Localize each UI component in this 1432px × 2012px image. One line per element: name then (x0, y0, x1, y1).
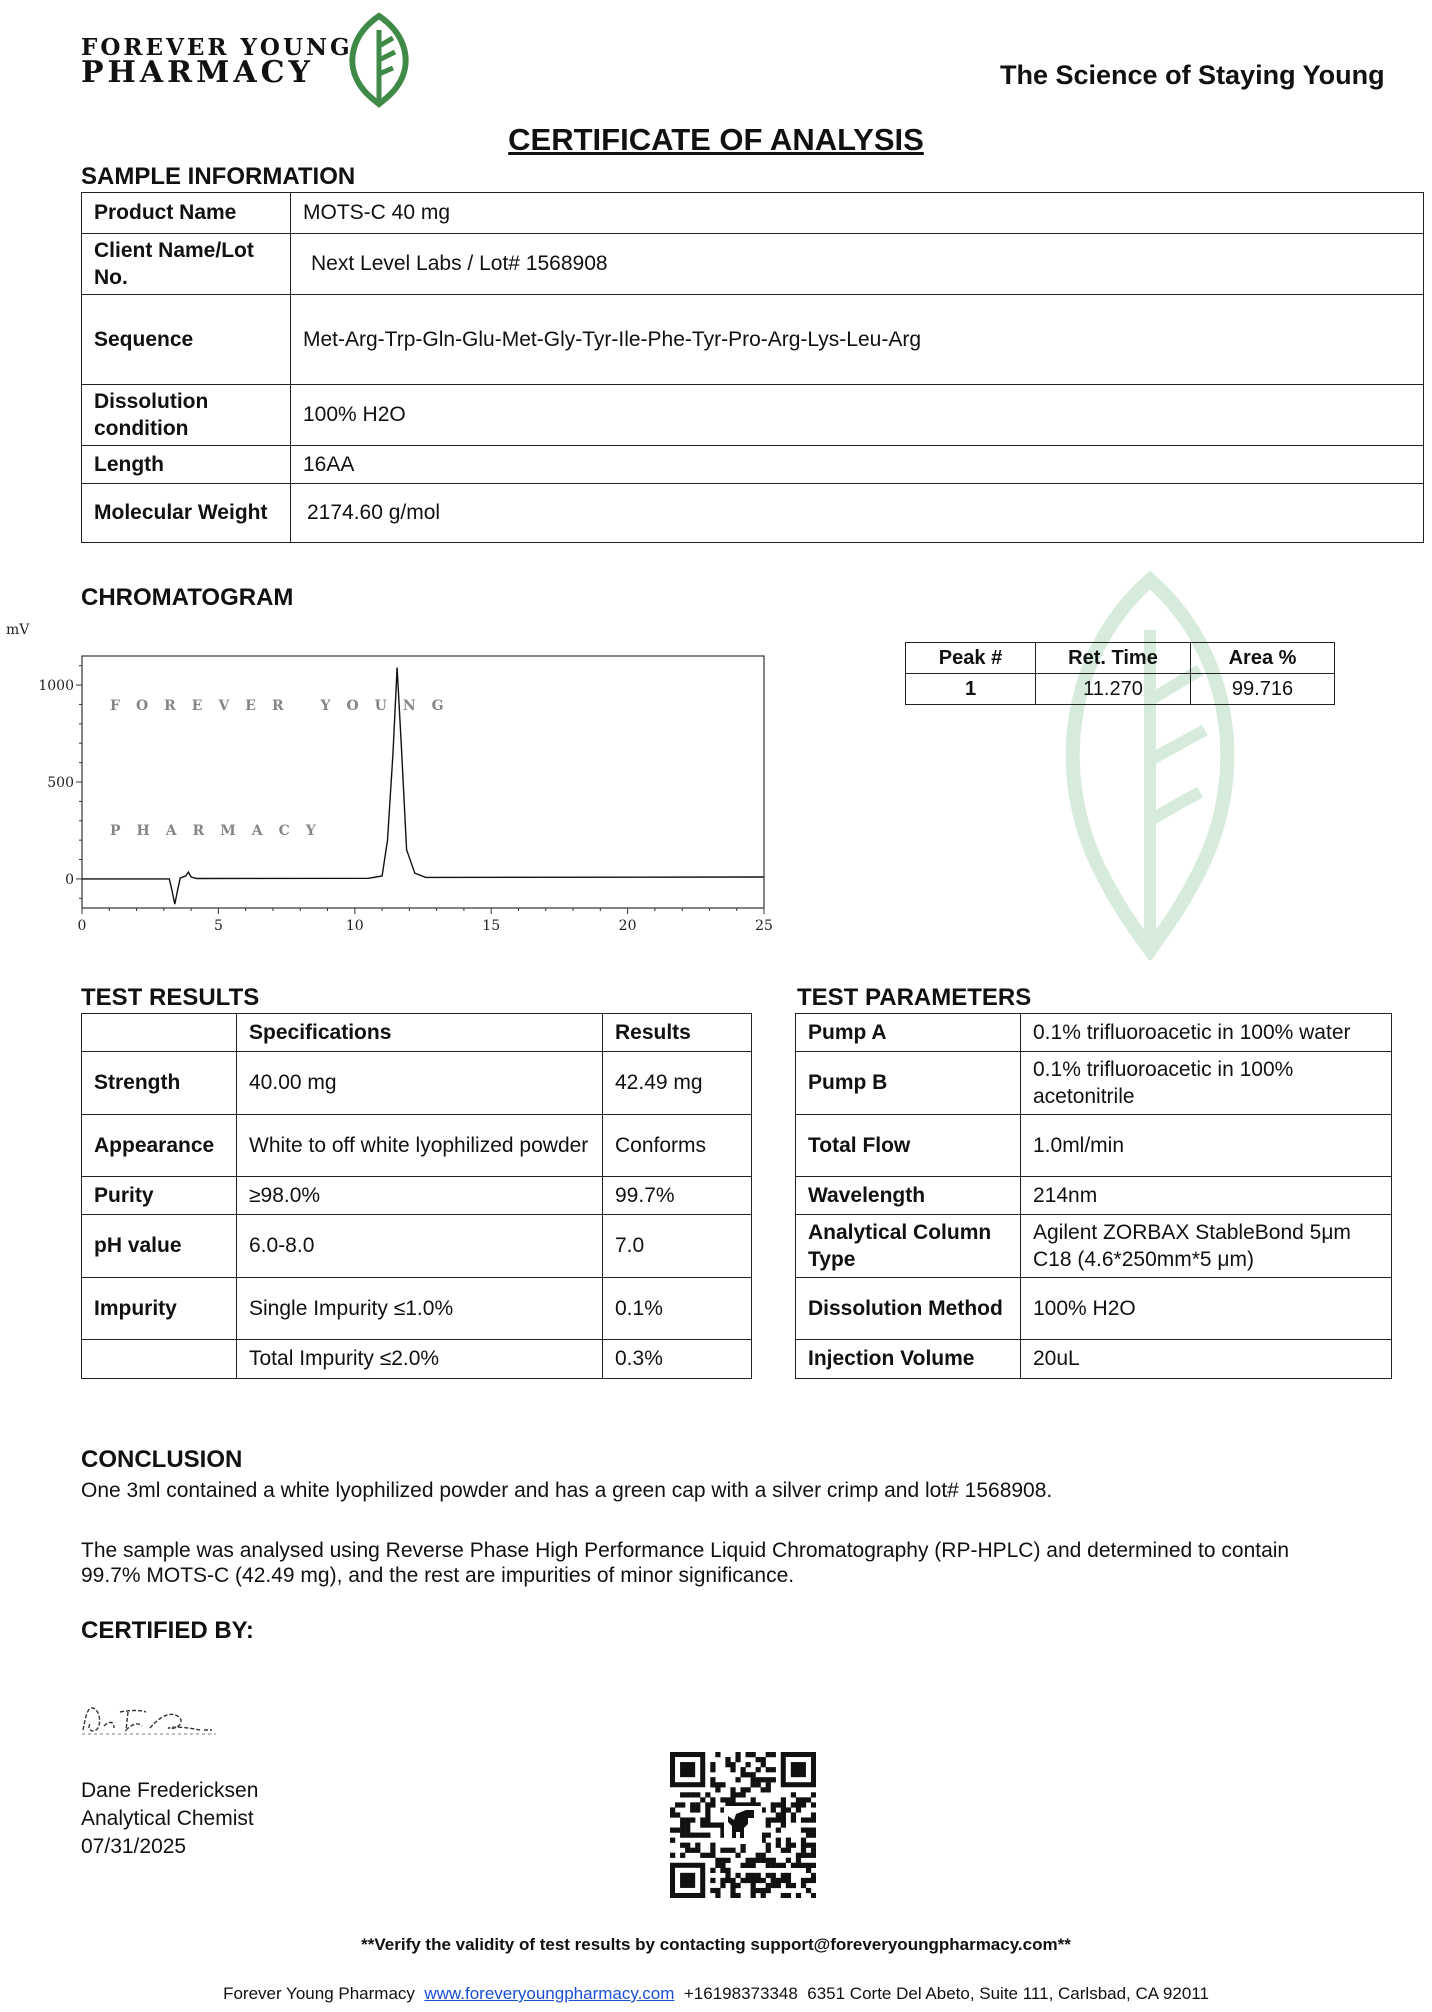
table-row (82, 385, 1424, 446)
chromatogram-heading: CHROMATOGRAM (81, 584, 294, 611)
table-cell: 0.3% (603, 1340, 752, 1379)
footer-website-link[interactable]: www.foreveryoungpharmacy.com (424, 1984, 675, 2003)
table-header-row (82, 1014, 752, 1052)
certifier-role: Analytical Chemist (81, 1807, 254, 1830)
table-cell: 1 (906, 674, 1036, 705)
footer-address: 6351 Corte Del Abeto, Suite 111, Carlsbad, CA 92011 (807, 1984, 1209, 2003)
table-row (82, 295, 1424, 385)
sample-information-heading: SAMPLE INFORMATION (81, 163, 356, 190)
table-cell: ≥98.0% (237, 1177, 603, 1215)
certifier-name: Dane Fredericksen (81, 1779, 259, 1802)
row-label: Molecular Weight (82, 484, 291, 543)
table-row (796, 1115, 1392, 1177)
logo-line-1: FOREVER YOUNG (81, 34, 353, 61)
row-label: Sequence (82, 295, 291, 385)
row-value: Next Level Labs / Lot# 1568908 (291, 234, 1424, 295)
x-tick-label: 10 (345, 918, 364, 930)
row-label: Analytical Column Type (796, 1215, 1021, 1278)
y-tick-label: 1000 (38, 678, 74, 695)
table-row (82, 1115, 752, 1177)
tagline: The Science of Staying Young (1000, 60, 1385, 90)
table-row (82, 1340, 752, 1379)
table-cell (82, 1340, 237, 1379)
table-cell: Total Impurity ≤2.0% (237, 1340, 603, 1379)
document-title: CERTIFICATE OF ANALYSIS (508, 122, 924, 157)
x-tick-label: 0 (77, 918, 87, 930)
table-header-row (906, 643, 1335, 674)
test-parameters-heading: TEST PARAMETERS (797, 984, 1032, 1011)
table-row (82, 193, 1424, 234)
table-row (796, 1215, 1392, 1278)
table-row (82, 1177, 752, 1215)
table-cell: 11.270 (1036, 674, 1191, 705)
table-row (82, 1215, 752, 1278)
footer-company: Forever Young Pharmacy (223, 1984, 415, 2003)
row-label: Pump A (796, 1014, 1021, 1052)
row-value: 0.1% trifluoroacetic in 100% acetonitrile (1021, 1052, 1392, 1115)
x-tick-label: 20 (618, 918, 637, 930)
row-value: Met-Arg-Trp-Gln-Glu-Met-Gly-Tyr-Ile-Phe-Tyr-Pro-Arg-Lys-Leu-Arg (291, 295, 1424, 385)
plot-frame (82, 656, 764, 908)
table-cell: White to off white lyophilized powder (237, 1115, 603, 1177)
x-tick-label: 25 (755, 918, 773, 930)
row-value: 214nm (1021, 1177, 1392, 1215)
x-tick-label: 5 (213, 918, 223, 930)
row-label: Total Flow (796, 1115, 1021, 1177)
table-cell: Strength (82, 1052, 237, 1115)
table-cell: pH value (82, 1215, 237, 1278)
table-cell: 0.1% (603, 1278, 752, 1340)
conclusion-heading: CONCLUSION (81, 1446, 243, 1473)
table-cell: Appearance (82, 1115, 237, 1177)
table-row (796, 1340, 1392, 1379)
table-row (82, 1052, 752, 1115)
table-cell: 40.00 mg (237, 1052, 603, 1115)
table-row (796, 1177, 1392, 1215)
y-tick-label: 0 (65, 871, 74, 888)
signature-image (80, 1700, 220, 1740)
table-row (82, 234, 1424, 295)
row-value: MOTS-C 40 mg (291, 193, 1424, 234)
x-tick-label: 15 (482, 918, 501, 930)
test-parameters-table (795, 1013, 1392, 1379)
column-header: Peak # (906, 643, 1036, 674)
table-row (796, 1052, 1392, 1115)
table-cell: Purity (82, 1177, 237, 1215)
footer-phone: +16198373348 (683, 1984, 798, 2003)
table-row (796, 1278, 1392, 1340)
row-value: 100% H2O (291, 385, 1424, 446)
y-tick-label: 500 (47, 775, 74, 791)
table-row (82, 446, 1424, 484)
test-results-heading: TEST RESULTS (81, 984, 260, 1011)
row-label: Pump B (796, 1052, 1021, 1115)
table-row (796, 1014, 1392, 1052)
column-header: Ret. Time (1036, 643, 1191, 674)
table-cell: 42.49 mg (603, 1052, 752, 1115)
table-cell: 99.7% (603, 1177, 752, 1215)
column-header: Specifications (237, 1014, 603, 1052)
table-cell: Single Impurity ≤1.0% (237, 1278, 603, 1340)
table-cell: Impurity (82, 1278, 237, 1340)
sample-information-table (81, 192, 1424, 543)
chart-watermark-line-2: PHARMACY (110, 823, 332, 839)
row-value: 100% H2O (1021, 1278, 1392, 1340)
conclusion-paragraph-1: One 3ml contained a white lyophilized powder and has a green cap with a silver crimp and lot# 1568908. (81, 1479, 1053, 1502)
row-label: Dissolution condition (82, 385, 291, 446)
peak-table (905, 642, 1335, 705)
chromatogram-chart (0, 610, 1000, 930)
table-row (82, 484, 1424, 543)
row-label: Injection Volume (796, 1340, 1021, 1379)
row-value: 2174.60 g/mol (291, 484, 1424, 543)
verify-note: **Verify the validity of test results by contacting support@foreveryoungpharmacy.com** (361, 1935, 1071, 1954)
logo-line-2: PHARMACY (81, 55, 314, 90)
leaf-logo-icon (340, 12, 418, 108)
test-results-table (81, 1013, 752, 1379)
conclusion-paragraph-2: The sample was analysed using Reverse Phase High Performance Liquid Chromatography (RP-HPLC) and determined to contain 99.7% MOTS-C (42.49 mg), and the rest are impurities of minor significance. (81, 1539, 1290, 1588)
row-label: Wavelength (796, 1177, 1021, 1215)
row-value: Agilent ZORBAX StableBond 5μm C18 (4.6*250mm*5 μm) (1021, 1215, 1392, 1278)
certification-date: 07/31/2025 (81, 1835, 187, 1858)
column-header (82, 1014, 237, 1052)
table-cell: 7.0 (603, 1215, 752, 1278)
table-cell: 6.0-8.0 (237, 1215, 603, 1278)
row-value: 0.1% trifluoroacetic in 100% water (1021, 1014, 1392, 1052)
qr-code[interactable] (670, 1752, 816, 1898)
certified-by-heading: CERTIFIED BY: (81, 1617, 254, 1644)
row-value: 1.0ml/min (1021, 1115, 1392, 1177)
row-label: Length (82, 446, 291, 484)
column-header: Area % (1191, 643, 1335, 674)
table-row (82, 1278, 752, 1340)
row-label: Client Name/Lot No. (82, 234, 291, 295)
y-axis-unit: mV (6, 622, 30, 638)
table-cell: Conforms (603, 1115, 752, 1177)
column-header: Results (603, 1014, 752, 1052)
table-row (906, 674, 1335, 705)
table-cell: 99.716 (1191, 674, 1335, 705)
row-label: Product Name (82, 193, 291, 234)
chart-watermark-line-1: FOREVER YOUNG (110, 698, 460, 714)
footer-contact-line (0, 1984, 1432, 2004)
row-value: 16AA (291, 446, 1424, 484)
row-value: 20uL (1021, 1340, 1392, 1379)
leaf-watermark-icon (1040, 570, 1260, 960)
row-label: Dissolution Method (796, 1278, 1021, 1340)
